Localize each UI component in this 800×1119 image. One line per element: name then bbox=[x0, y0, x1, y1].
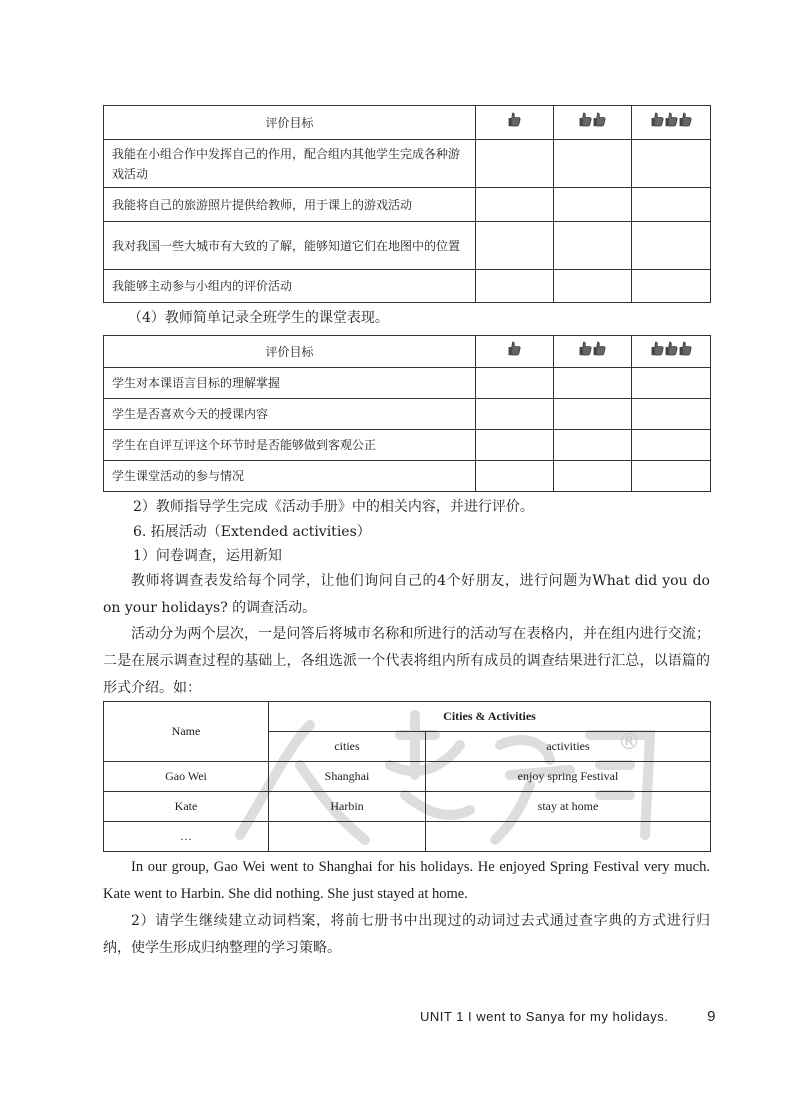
table-row bbox=[104, 822, 711, 852]
rating-cell bbox=[476, 399, 554, 430]
goal-cell: 我对我国一些大城市有大致的了解，能够知道它们在地图中的位置 bbox=[104, 222, 476, 270]
table-row bbox=[104, 399, 711, 430]
rating-cell bbox=[476, 368, 554, 399]
rating-three-thumbs-header bbox=[632, 336, 711, 368]
thumbs-up-icon bbox=[508, 112, 521, 127]
rating-cell bbox=[632, 368, 711, 399]
table-header-goal: 评价目标 bbox=[104, 336, 476, 368]
verb-archive-paragraph: 2）请学生继续建立动词档案，将前七册书中出现过的动词过去式通过查字典的方式进行归纳，使学生形成归纳整理的学习策略。 bbox=[103, 913, 710, 956]
rating-cell bbox=[476, 461, 554, 492]
rating-cell bbox=[476, 188, 554, 222]
rating-two-thumbs-header bbox=[554, 106, 632, 140]
thumbs-up-icon bbox=[579, 341, 592, 356]
goal-cell: 我能将自己的旅游照片提供给教师，用于课上的游戏活动 bbox=[104, 188, 476, 222]
name-cell: Gao Wei bbox=[104, 762, 269, 792]
table-row bbox=[104, 430, 711, 461]
rating-cell bbox=[476, 430, 554, 461]
rating-cell bbox=[554, 461, 632, 492]
rating-cell bbox=[632, 430, 711, 461]
goal-cell: 学生课堂活动的参与情况 bbox=[104, 461, 476, 492]
thumbs-up-icon bbox=[579, 112, 592, 127]
survey-example-table bbox=[103, 701, 711, 852]
city-cell: Harbin bbox=[269, 792, 426, 822]
activity-book-paragraph: 2）教师指导学生完成《活动手册》中的相关内容，并进行评价。 bbox=[133, 499, 534, 515]
teacher-record-table bbox=[103, 335, 711, 492]
survey-description: 教师将调查表发给每个同学，让他们询问自己的4个好朋友，进行问题为What did you do on your holidays? 的调查活动。 bbox=[103, 573, 710, 616]
thumbs-up-icon bbox=[679, 341, 692, 356]
table-row bbox=[104, 792, 711, 822]
cities-activities-header: Cities & Activities bbox=[269, 702, 711, 732]
registered-trademark-symbol: ® bbox=[618, 730, 640, 755]
activity-cell bbox=[426, 822, 711, 852]
table-row bbox=[104, 222, 711, 270]
rating-cell bbox=[554, 270, 632, 303]
rating-cell bbox=[476, 222, 554, 270]
city-cell bbox=[269, 822, 426, 852]
rating-cell bbox=[554, 140, 632, 188]
page-number: 9 bbox=[707, 1008, 716, 1025]
example-paragraph: In our group, Gao Wei went to Shanghai for his holidays. He enjoyed Spring Festival very much. Kate went to Harbin. She did nothing. She just stayed at home. bbox=[103, 859, 710, 902]
thumbs-up-icon bbox=[508, 341, 521, 356]
name-cell: … bbox=[104, 822, 269, 852]
thumbs-up-icon bbox=[665, 112, 678, 127]
rating-cell bbox=[476, 270, 554, 303]
name-header: Name bbox=[104, 702, 269, 762]
city-cell: Shanghai bbox=[269, 762, 426, 792]
activity-cell: stay at home bbox=[426, 792, 711, 822]
survey-subheading: 1）问卷调查，运用新知 bbox=[133, 548, 282, 564]
goal-cell: 学生在自评互评这个环节时是否能够做到客观公正 bbox=[104, 430, 476, 461]
goal-cell: 我能在小组合作中发挥自己的作用，配合组内其他学生完成各种游戏活动 bbox=[104, 140, 476, 188]
table-row bbox=[104, 461, 711, 492]
table-row bbox=[104, 368, 711, 399]
goal-cell: 学生对本课语言目标的理解掌握 bbox=[104, 368, 476, 399]
rating-cell bbox=[632, 270, 711, 303]
goal-cell: 学生是否喜欢今天的授课内容 bbox=[104, 399, 476, 430]
table-row bbox=[104, 270, 711, 303]
rating-cell bbox=[632, 222, 711, 270]
cities-header: cities bbox=[269, 732, 426, 762]
activities-header: activities bbox=[426, 732, 711, 762]
rating-cell bbox=[632, 461, 711, 492]
rating-cell bbox=[632, 188, 711, 222]
rating-cell bbox=[554, 222, 632, 270]
rating-cell bbox=[632, 140, 711, 188]
rating-two-thumbs-header bbox=[554, 336, 632, 368]
table-header-goal: 评价目标 bbox=[104, 106, 476, 140]
page-footer bbox=[420, 1008, 716, 1025]
rating-cell bbox=[554, 188, 632, 222]
table-row bbox=[104, 188, 711, 222]
thumbs-up-icon bbox=[651, 112, 664, 127]
rating-cell bbox=[554, 399, 632, 430]
thumbs-up-icon bbox=[593, 341, 606, 356]
self-evaluation-table bbox=[103, 105, 711, 303]
thumbs-up-icon bbox=[651, 341, 664, 356]
rating-one-thumb-header bbox=[476, 336, 554, 368]
table-row bbox=[104, 762, 711, 792]
rating-cell bbox=[554, 430, 632, 461]
goal-cell: 我能够主动参与小组内的评价活动 bbox=[104, 270, 476, 303]
table-row bbox=[104, 140, 711, 188]
activity-levels-paragraph: 活动分为两个层次，一是问答后将城市名称和所进行的活动写在表格内，并在组内进行交流；二是在展示调查过程的基础上，各组选派一个代表将组内所有成员的调查结果进行汇总，以语篇的形式介绍。如： bbox=[103, 626, 710, 696]
activity-cell: enjoy spring Festival bbox=[426, 762, 711, 792]
thumbs-up-icon bbox=[593, 112, 606, 127]
unit-title: UNIT 1 I went to Sanya for my holidays. bbox=[420, 1009, 669, 1024]
rating-cell bbox=[554, 368, 632, 399]
thumbs-up-icon bbox=[679, 112, 692, 127]
section-6-heading: 6. 拓展活动（Extended activities） bbox=[133, 524, 371, 540]
rating-cell bbox=[476, 140, 554, 188]
thumbs-up-icon bbox=[665, 341, 678, 356]
rating-cell bbox=[632, 399, 711, 430]
rating-three-thumbs-header bbox=[632, 106, 711, 140]
rating-one-thumb-header bbox=[476, 106, 554, 140]
name-cell: Kate bbox=[104, 792, 269, 822]
item-4-heading: （4）教师简单记录全班学生的课堂表现。 bbox=[128, 310, 389, 326]
